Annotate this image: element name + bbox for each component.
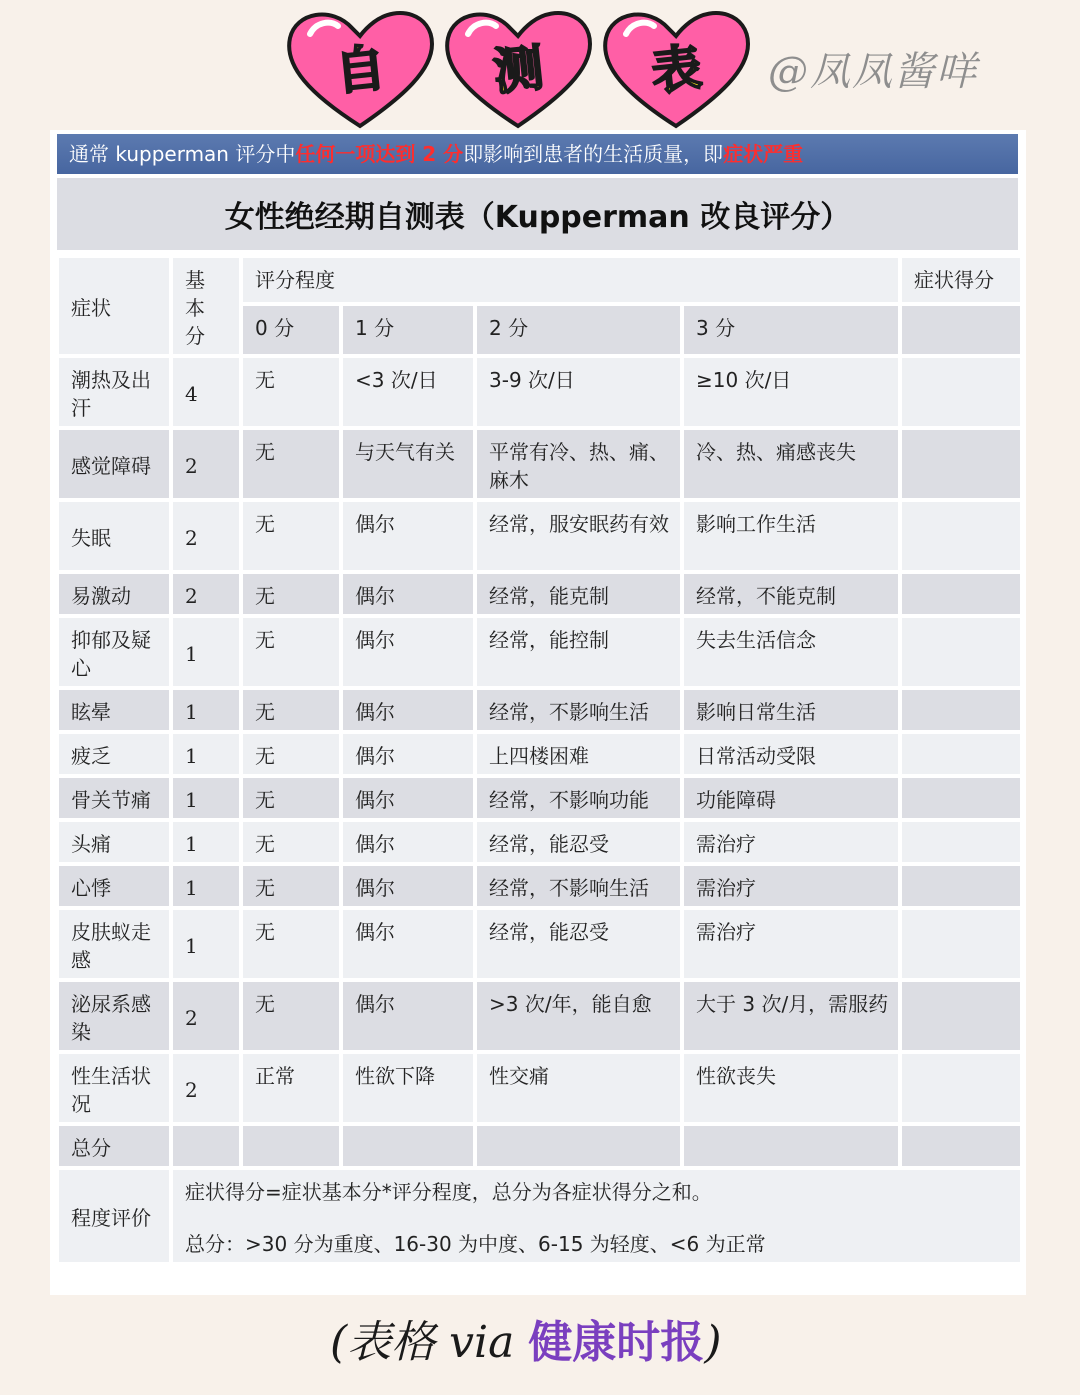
table-row <box>59 910 1020 978</box>
evaluation-row <box>59 1170 1020 1262</box>
base-score-cell: 1 <box>173 822 239 862</box>
level-1-cell: 偶尔 <box>343 866 473 906</box>
symptom-cell: 潮热及出汗 <box>59 358 169 426</box>
level-3-cell: 需治疗 <box>684 910 898 978</box>
symptom-score-cell <box>902 778 1020 818</box>
level-0-cell: 无 <box>243 822 339 862</box>
total-blank-cell <box>902 1126 1020 1166</box>
level-1-cell: 偶尔 <box>343 982 473 1050</box>
level-0-cell: 无 <box>243 430 339 498</box>
level-2-cell: 经常，服安眠药有效 <box>477 502 680 570</box>
total-blank-cell <box>243 1126 339 1166</box>
level-2-cell: 上四楼困难 <box>477 734 680 774</box>
level-3-cell: 影响工作生活 <box>684 502 898 570</box>
base-score-cell: 1 <box>173 618 239 686</box>
base-score-cell: 1 <box>173 734 239 774</box>
symptom-cell: 抑郁及疑心 <box>59 618 169 686</box>
col-header-level-0: 0 分 <box>243 306 339 354</box>
banner-highlight-1: 任何一项达到 2 分 <box>295 142 464 166</box>
evaluation-line-2: 总分：>30 分为重度、16-30 为中度、6-15 为轻度、<6 为正常 <box>185 1232 766 1256</box>
footer-source: 健康时报 <box>528 1317 705 1368</box>
table-title: 女性绝经期自测表（Kupperman 改良评分） <box>57 178 1018 250</box>
symptom-cell: 失眠 <box>59 502 169 570</box>
level-1-cell: 偶尔 <box>343 910 473 978</box>
level-1-cell: 偶尔 <box>343 778 473 818</box>
total-row <box>59 1126 1020 1166</box>
level-1-cell: <3 次/日 <box>343 358 473 426</box>
table-row <box>59 690 1020 730</box>
level-0-cell: 无 <box>243 574 339 614</box>
heart-1 <box>280 4 440 132</box>
table-row <box>59 502 1020 570</box>
heart-char-3: 表 <box>648 38 705 102</box>
table-row <box>59 866 1020 906</box>
level-3-cell: 失去生活信念 <box>684 618 898 686</box>
base-score-cell: 2 <box>173 1054 239 1122</box>
level-2-cell: 经常，不影响生活 <box>477 866 680 906</box>
evaluation-label: 程度评价 <box>59 1170 169 1262</box>
symptom-cell: 泌尿系感染 <box>59 982 169 1050</box>
symptom-score-cell <box>902 574 1020 614</box>
level-2-cell: 性交痛 <box>477 1054 680 1122</box>
total-blank-cell <box>477 1126 680 1166</box>
col-header-score-blank <box>902 306 1020 354</box>
level-3-cell: 性欲丧失 <box>684 1054 898 1122</box>
footer-credit <box>330 1306 770 1376</box>
symptom-score-cell <box>902 982 1020 1050</box>
symptom-score-cell <box>902 690 1020 730</box>
level-2-cell: >3 次/年，能自愈 <box>477 982 680 1050</box>
level-3-cell: 需治疗 <box>684 822 898 862</box>
col-header-degree: 评分程度 <box>243 258 898 302</box>
base-score-cell: 1 <box>173 866 239 906</box>
table-row <box>59 982 1020 1050</box>
symptom-cell: 易激动 <box>59 574 169 614</box>
total-blank-cell <box>684 1126 898 1166</box>
info-banner <box>57 134 1018 174</box>
banner-highlight-2: 症状严重 <box>723 142 804 166</box>
kupperman-table <box>55 254 1024 1266</box>
level-3-cell: 影响日常生活 <box>684 690 898 730</box>
heart-3 <box>596 4 756 132</box>
level-0-cell: 无 <box>243 358 339 426</box>
symptom-cell: 心悸 <box>59 866 169 906</box>
heart-2 <box>438 4 598 132</box>
symptom-cell: 头痛 <box>59 822 169 862</box>
level-2-cell: 经常，不影响功能 <box>477 778 680 818</box>
level-0-cell: 无 <box>243 690 339 730</box>
level-2-cell: 经常，不影响生活 <box>477 690 680 730</box>
level-2-cell: 3-9 次/日 <box>477 358 680 426</box>
base-score-cell: 1 <box>173 778 239 818</box>
symptom-score-cell <box>902 618 1020 686</box>
evaluation-text <box>173 1170 1020 1262</box>
symptom-score-cell <box>902 430 1020 498</box>
level-2-cell: 经常，能忍受 <box>477 822 680 862</box>
footer-prefix: (表格 via <box>330 1317 529 1368</box>
col-header-base: 基本分 <box>173 258 239 354</box>
table-row <box>59 358 1020 426</box>
level-1-cell: 与天气有关 <box>343 430 473 498</box>
level-3-cell: 经常，不能克制 <box>684 574 898 614</box>
level-0-cell: 无 <box>243 502 339 570</box>
level-0-cell: 无 <box>243 734 339 774</box>
banner-text-1: 通常 kupperman 评分中 <box>69 142 296 166</box>
level-1-cell: 偶尔 <box>343 502 473 570</box>
level-0-cell: 无 <box>243 982 339 1050</box>
symptom-score-cell <box>902 866 1020 906</box>
header-hearts <box>280 0 760 135</box>
table-row <box>59 618 1020 686</box>
level-3-cell: 需治疗 <box>684 866 898 906</box>
header-row-1 <box>59 258 1020 302</box>
symptom-score-cell <box>902 910 1020 978</box>
symptom-score-cell <box>902 358 1020 426</box>
table-row <box>59 430 1020 498</box>
level-0-cell: 正常 <box>243 1054 339 1122</box>
symptom-cell: 感觉障碍 <box>59 430 169 498</box>
level-1-cell: 偶尔 <box>343 618 473 686</box>
level-3-cell: 日常活动受限 <box>684 734 898 774</box>
watermark: @凤凤酱咩 <box>768 49 978 95</box>
level-2-cell: 经常，能克制 <box>477 574 680 614</box>
symptom-score-cell <box>902 1054 1020 1122</box>
level-0-cell: 无 <box>243 866 339 906</box>
symptom-cell: 疲乏 <box>59 734 169 774</box>
level-0-cell: 无 <box>243 618 339 686</box>
level-1-cell: 偶尔 <box>343 690 473 730</box>
footer-suffix: ) <box>704 1317 722 1368</box>
level-3-cell: 大于 3 次/月，需服药 <box>684 982 898 1050</box>
total-blank-cell <box>343 1126 473 1166</box>
base-score-cell: 2 <box>173 430 239 498</box>
table-row <box>59 822 1020 862</box>
symptom-cell: 骨关节痛 <box>59 778 169 818</box>
level-2-cell: 经常，能忍受 <box>477 910 680 978</box>
col-header-score: 症状得分 <box>902 258 1020 302</box>
level-3-cell: 功能障碍 <box>684 778 898 818</box>
heart-char-1: 自 <box>332 38 389 102</box>
symptom-cell: 性生活状况 <box>59 1054 169 1122</box>
base-score-cell: 4 <box>173 358 239 426</box>
level-2-cell: 经常，能控制 <box>477 618 680 686</box>
level-2-cell: 平常有冷、热、痛、麻木 <box>477 430 680 498</box>
level-3-cell: ≥10 次/日 <box>684 358 898 426</box>
symptom-cell: 眩晕 <box>59 690 169 730</box>
level-1-cell: 偶尔 <box>343 574 473 614</box>
base-score-cell: 2 <box>173 982 239 1050</box>
symptom-score-cell <box>902 502 1020 570</box>
table-row <box>59 734 1020 774</box>
level-3-cell: 冷、热、痛感丧失 <box>684 430 898 498</box>
col-header-level-3: 3 分 <box>684 306 898 354</box>
banner-text-2: 即影响到患者的生活质量，即 <box>463 142 724 166</box>
level-1-cell: 偶尔 <box>343 734 473 774</box>
col-header-level-1: 1 分 <box>343 306 473 354</box>
level-0-cell: 无 <box>243 910 339 978</box>
base-score-cell: 1 <box>173 910 239 978</box>
base-score-cell: 1 <box>173 690 239 730</box>
symptom-score-cell <box>902 734 1020 774</box>
level-0-cell: 无 <box>243 778 339 818</box>
level-1-cell: 性欲下降 <box>343 1054 473 1122</box>
base-score-cell: 2 <box>173 502 239 570</box>
col-header-level-2: 2 分 <box>477 306 680 354</box>
total-label: 总分 <box>59 1126 169 1166</box>
symptom-cell: 皮肤蚁走感 <box>59 910 169 978</box>
symptom-score-cell <box>902 822 1020 862</box>
table-row <box>59 1054 1020 1122</box>
level-1-cell: 偶尔 <box>343 822 473 862</box>
table-row <box>59 574 1020 614</box>
table-row <box>59 778 1020 818</box>
evaluation-line-1: 症状得分=症状基本分*评分程度，总分为各症状得分之和。 <box>185 1180 712 1204</box>
base-score-cell: 2 <box>173 574 239 614</box>
col-header-symptom: 症状 <box>59 258 169 354</box>
total-blank-cell <box>173 1126 239 1166</box>
heart-char-2: 测 <box>490 38 547 102</box>
